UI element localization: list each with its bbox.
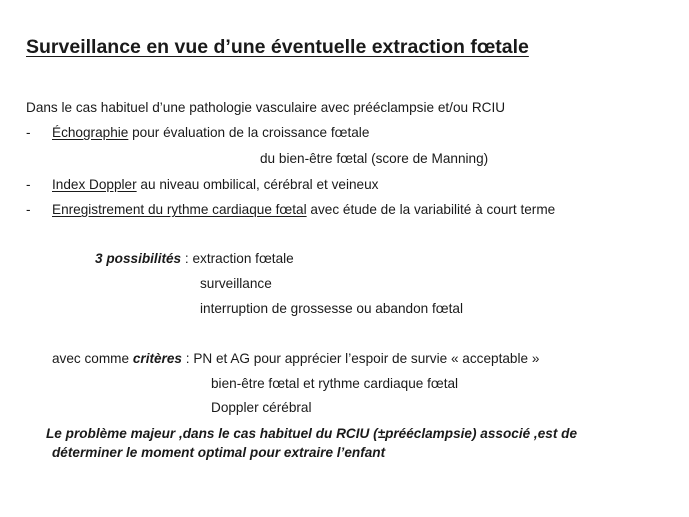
bullet-echographie (52, 124, 369, 142)
bullet-term: Enregistrement du rythme cardiaque fœtal (52, 202, 307, 217)
possibilities-label: 3 possibilités (95, 251, 182, 266)
bullet-doppler (52, 176, 378, 194)
possibility-item: extraction fœtale (192, 251, 294, 266)
slide-title: Surveillance en vue d’une éventuelle extraction fœtale (26, 36, 529, 58)
intro-text: Dans le cas habituel d’une pathologie vasculaire avec prééclampsie et/ou RCIU (26, 100, 506, 115)
bullet-text: avec étude de la variabilité à court terme (306, 202, 556, 217)
criteria-item: PN et AG pour apprécier l’espoir de survie « acceptable » (193, 351, 540, 366)
possibilities-separator: : (181, 251, 193, 266)
criteria-line (52, 350, 539, 368)
possibilities-line (95, 250, 294, 268)
bullet-text: pour évaluation de la croissance fœtale (128, 125, 370, 140)
bullet-marker: - (26, 177, 31, 192)
criteria-item: bien-être fœtal et rythme cardiaque fœtal (211, 376, 459, 391)
criteria-separator: : (181, 351, 194, 366)
bullet-text: au niveau ombilical, cérébral et veineux (136, 177, 379, 192)
bullet-term: Index Doppler (52, 177, 137, 192)
conclusion-line1: Le problème majeur ,dans le cas habituel du RCIU (±prééclampsie) associé ,est de (46, 426, 577, 441)
bullet-continuation: du bien-être fœtal (score de Manning) (260, 151, 489, 166)
bullet-marker: - (26, 125, 31, 140)
bullet-term: Échographie (52, 125, 129, 140)
possibility-item: surveillance (200, 276, 272, 291)
criteria-prefix: avec comme (52, 351, 133, 366)
criteria-label: critères (132, 351, 182, 366)
possibility-item: interruption de grossesse ou abandon fœtal (200, 301, 463, 316)
bullet-rcf (52, 201, 555, 219)
bullet-marker: - (26, 202, 31, 217)
conclusion-line2: déterminer le moment optimal pour extraire l’enfant (52, 445, 386, 460)
criteria-item: Doppler cérébral (211, 400, 312, 415)
